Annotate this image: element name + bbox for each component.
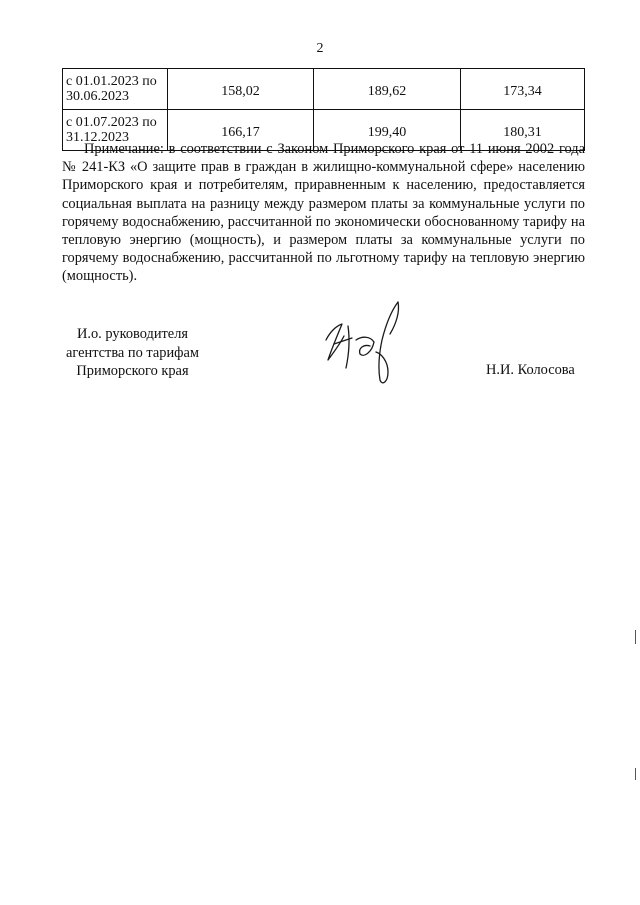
handwritten-signature [312,296,412,386]
signer-title [50,325,215,381]
signer-title-line: агентства по тарифам [66,344,199,361]
period-cell: с 01.07.2023 по 31.12.2023 [63,110,168,151]
note-paragraph: Примечание: в соответствии с Законом Приморского края от 11 июня 2002 года № 241-КЗ «О защите прав в граждан в жилищно-коммунальной сфере» населению Приморского края и потребителям, приравненным к населению, предоставляется социальная выплата на разницу между размером платы за коммунальные услуги по горячему водоснабжению, рассчитанной по экономически обоснованному тарифу на тепловую энергию (мощность), и размером платы за коммунальные услуги по горячему водоснабжению, рассчитанной по льготному тарифу на тепловую энергию (мощность). [62,141,585,285]
tariff-table [62,68,585,151]
value-cell: 189,62 [314,69,461,110]
value-cell: 158,02 [168,69,314,110]
signer-title-line: Приморского края [76,363,189,379]
table-row [63,69,585,110]
scan-edge-mark [635,768,636,780]
value-cell: 199,40 [314,110,461,151]
scan-edge-mark [635,630,636,644]
value-cell: 166,17 [168,110,314,151]
signer-name: Н.И. Колосова [486,362,575,378]
signer-title-line: И.о. руководителя [76,326,188,342]
value-cell: 180,31 [461,110,585,151]
period-cell: с 01.01.2023 по 30.06.2023 [63,69,168,110]
value-cell: 173,34 [461,69,585,110]
page-number: 2 [316,41,324,56]
